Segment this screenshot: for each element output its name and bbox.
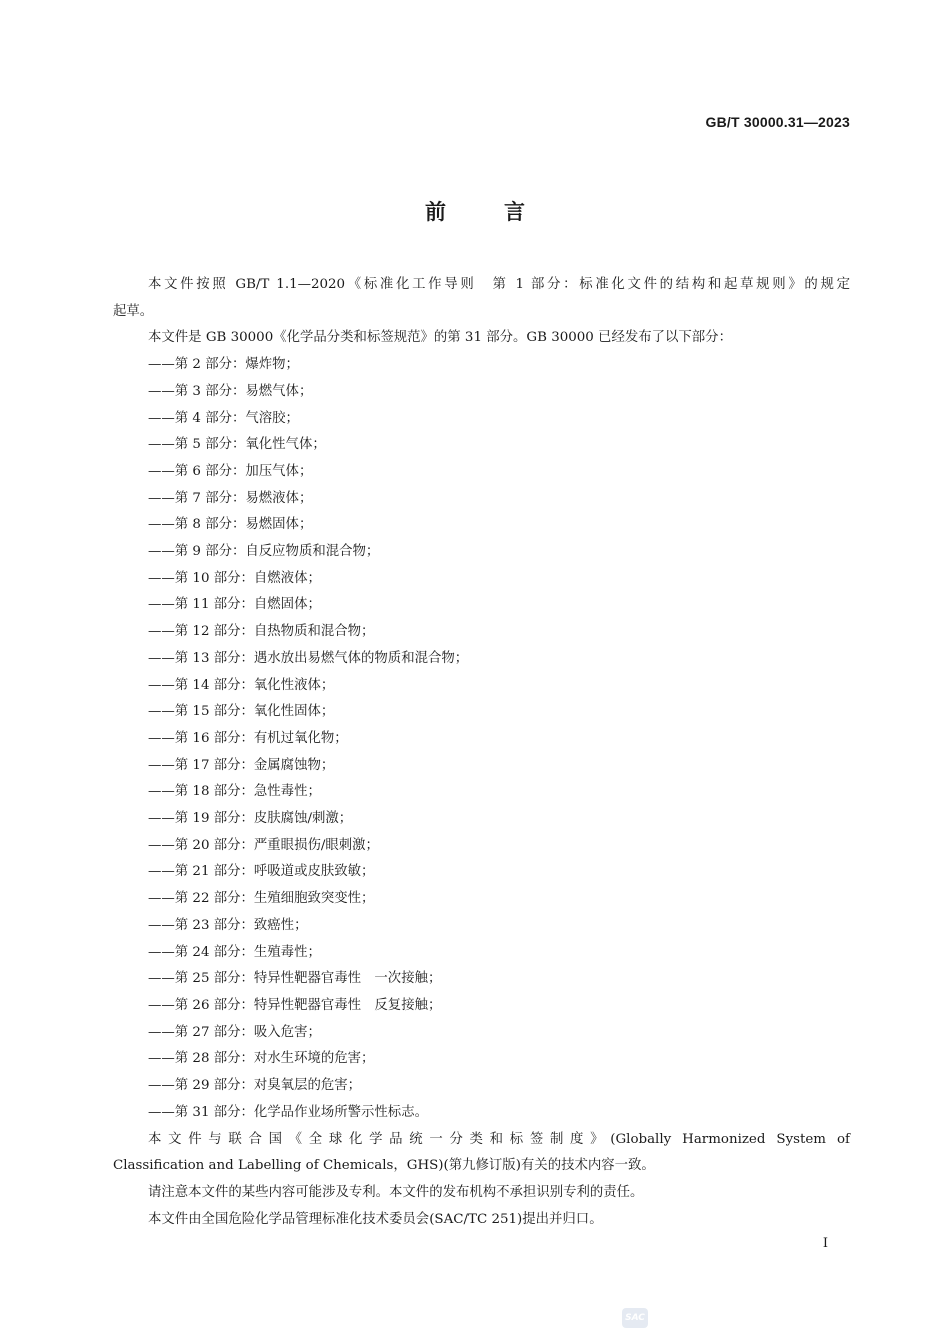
parts-list-item: ——第 17 部分：金属腐蚀物； bbox=[148, 757, 335, 773]
parts-list-item: ——第 26 部分：特异性靶器官毒性 反复接触； bbox=[148, 997, 442, 1013]
parts-list-item: ——第 18 部分：急性毒性； bbox=[148, 784, 321, 800]
closing-paragraph-3-line-1: 本文件与联合国《全球化学品统一分类和标签制度》(Globally Harmonized System of bbox=[148, 1131, 850, 1147]
page-title: 前言 bbox=[425, 200, 583, 224]
parts-list-item: ——第 3 部分：易燃气体； bbox=[148, 383, 313, 399]
parts-list-item: ——第 2 部分：爆炸物； bbox=[148, 357, 299, 373]
parts-list-item: ——第 20 部分：严重眼损伤/眼刺激； bbox=[148, 837, 379, 853]
intro-paragraph-1-line-2: 起草。 bbox=[113, 303, 154, 319]
parts-list-item: ——第 29 部分：对臭氧层的危害； bbox=[148, 1078, 362, 1094]
parts-list-item: ——第 19 部分：皮肤腐蚀/刺激； bbox=[148, 811, 353, 827]
parts-list-item: ——第 4 部分：气溶胶； bbox=[148, 410, 299, 426]
standard-code: GB/T 30000.31—2023 bbox=[705, 114, 850, 130]
parts-list-item: ——第 7 部分：易燃液体； bbox=[148, 490, 313, 506]
document-body bbox=[113, 272, 850, 1233]
parts-list-item: ——第 16 部分：有机过氧化物； bbox=[148, 730, 348, 746]
parts-list-item: ——第 5 部分：氧化性气体； bbox=[148, 437, 326, 453]
parts-list-item: ——第 24 部分：生殖毒性； bbox=[148, 944, 321, 960]
parts-list-item: ——第 14 部分：氧化性液体； bbox=[148, 677, 335, 693]
parts-list bbox=[113, 352, 850, 1126]
parts-list-item: ——第 31 部分：化学品作业场所警示性标志。 bbox=[148, 1104, 428, 1120]
parts-list-item: ——第 10 部分：自燃液体； bbox=[148, 570, 321, 586]
parts-list-item: ——第 15 部分：氧化性固体； bbox=[148, 704, 335, 720]
page-number: I bbox=[822, 1236, 828, 1251]
parts-list-item: ——第 12 部分：自热物质和混合物； bbox=[148, 624, 375, 640]
intro-paragraph-2: 本文件是 GB 30000《化学品分类和标签规范》的第 31 部分。GB 30000 已经发布了以下部分： bbox=[148, 330, 732, 346]
parts-list-item: ——第 25 部分：特异性靶器官毒性 一次接触； bbox=[148, 971, 442, 987]
parts-list-item: ——第 27 部分：吸入危害； bbox=[148, 1024, 321, 1040]
patent-notice: 请注意本文件的某些内容可能涉及专利。本文件的发布机构不承担识别专利的责任。 bbox=[148, 1184, 644, 1200]
parts-list-item: ——第 9 部分：自反应物质和混合物； bbox=[148, 544, 380, 560]
parts-list-item: ——第 6 部分：加压气体； bbox=[148, 463, 313, 479]
parts-list-item: ——第 8 部分：易燃固体； bbox=[148, 517, 313, 533]
proposer-statement: 本文件由全国危险化学品管理标准化技术委员会(SAC/TC 251)提出并归口。 bbox=[148, 1211, 603, 1227]
parts-list-item: ——第 28 部分：对水生环境的危害； bbox=[148, 1051, 375, 1067]
parts-list-item: ——第 22 部分：生殖细胞致突变性； bbox=[148, 891, 375, 907]
intro-paragraph-1-line-1: 本文件按照 GB/T 1.1—2020《标准化工作导则 第 1 部分：标准化文件的结构和起草规则》的规定 bbox=[148, 277, 850, 292]
parts-list-item: ——第 23 部分：致癌性； bbox=[148, 917, 308, 933]
sac-watermark-logo: SAC bbox=[622, 1308, 648, 1328]
parts-list-item: ——第 11 部分：自燃固体； bbox=[148, 597, 321, 613]
parts-list-item: ——第 13 部分：遇水放出易燃气体的物质和混合物； bbox=[148, 650, 469, 666]
parts-list-item: ——第 21 部分：呼吸道或皮肤致敏； bbox=[148, 864, 375, 880]
closing-paragraph-3-line-2: Classification and Labelling of Chemicals，GHS)(第九修订版)有关的技术内容一致。 bbox=[113, 1158, 655, 1174]
